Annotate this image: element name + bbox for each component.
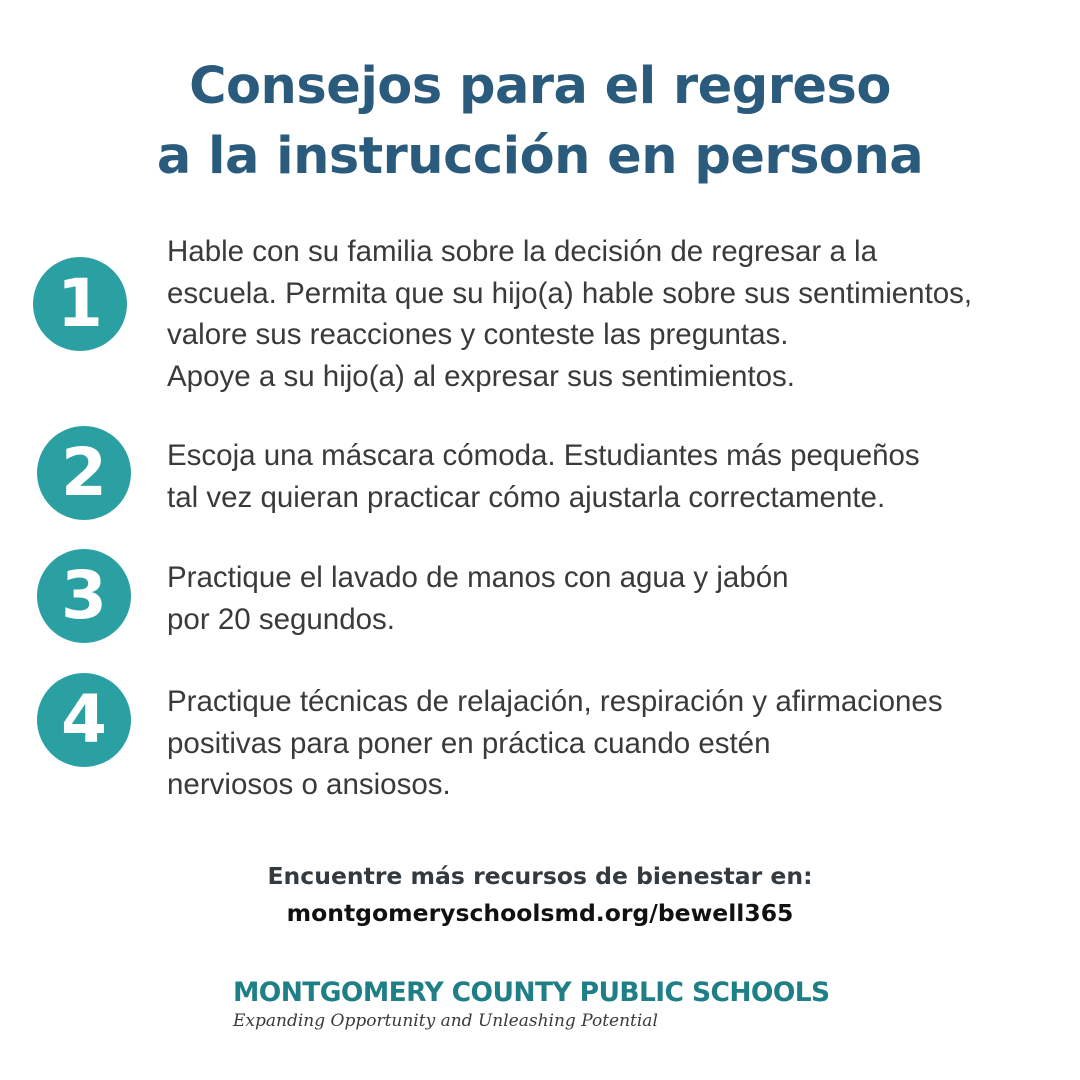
number-badge-4: 4 (37, 673, 131, 767)
tip-line: Apoye a su hijo(a) al expresar sus sentimientos. (167, 359, 795, 393)
tip-line: nerviosos o ansiosos. (167, 768, 451, 801)
tip-line: valore sus reacciones y conteste las preguntas. (167, 318, 789, 351)
resources-lead: Encuentre más recursos de bienestar en: (267, 862, 813, 890)
resources-footer (0, 858, 1080, 932)
number-badge-2: 2 (37, 426, 131, 520)
tip-1-text (167, 231, 1047, 397)
tip-line: Hable con su familia sobre la decisión de regresar a la (167, 235, 878, 268)
tip-line: Escoja una máscara cómoda. Estudiantes más pequeños (167, 439, 920, 472)
title-line-2: a la instrucción en persona (156, 127, 924, 186)
brand-name: MONTGOMERY COUNTY PUBLIC SCHOOLS (233, 977, 830, 1008)
resources-link[interactable]: montgomeryschoolsmd.org/bewell365 (286, 899, 794, 927)
tip-line: positivas para poner en práctica cuando estén (167, 726, 771, 760)
tip-line: Practique el lavado de manos con agua y jabón (167, 561, 789, 594)
brand-block (233, 976, 933, 1032)
tip-line: por 20 segundos. (167, 602, 395, 636)
brand-tagline: Expanding Opportunity and Unleashing Potential (233, 1011, 658, 1031)
tip-4-text (167, 681, 1047, 806)
tip-line: tal vez quieran practicar cómo ajustarla correctamente. (167, 480, 886, 514)
tip-line: Practique técnicas de relajación, respiración y afirmaciones (167, 685, 943, 718)
title-line-1: Consejos para el regreso (189, 57, 891, 116)
page-title (0, 52, 1080, 192)
number-badge-1: 1 (33, 257, 127, 351)
number-badge-3: 3 (37, 549, 131, 643)
tip-2-text (167, 435, 1047, 518)
tip-line: escuela. Permita que su hijo(a) hable sobre sus sentimientos, (167, 276, 973, 310)
tip-3-text (167, 557, 1047, 640)
